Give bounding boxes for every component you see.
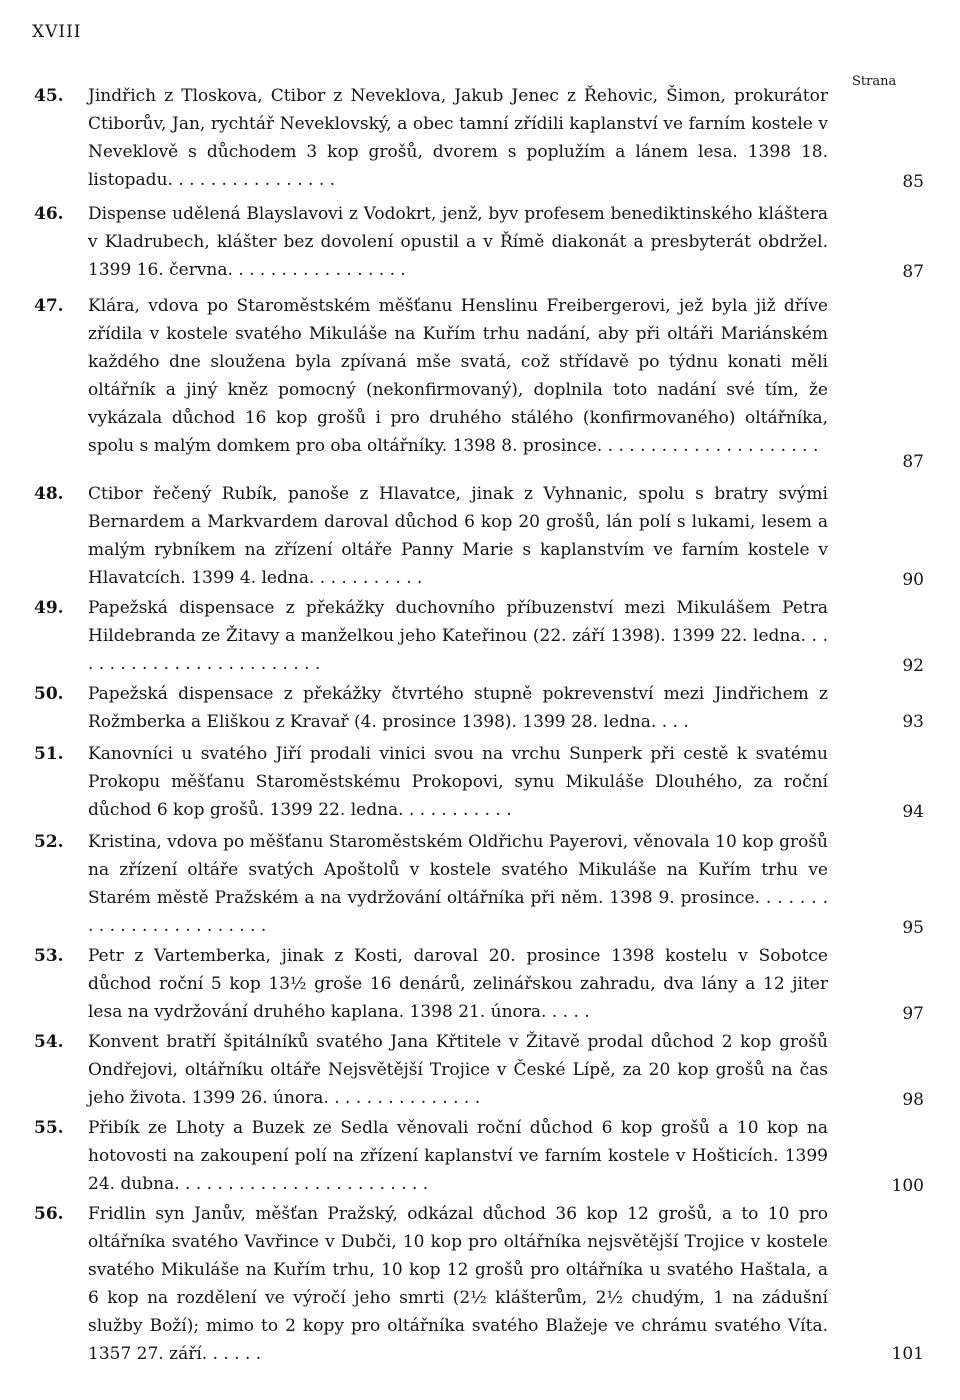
entry-number: 55. xyxy=(34,1118,64,1138)
entry-page-ref: 85 xyxy=(902,172,924,192)
entry-page-ref: 94 xyxy=(902,802,924,822)
entry-page-ref: 100 xyxy=(891,1176,924,1196)
page-column-label: Strana xyxy=(852,74,897,89)
entry-number: 52. xyxy=(34,832,64,852)
entry-number: 50. xyxy=(34,684,64,704)
entry-49 xyxy=(34,594,924,678)
entry-page-ref: 95 xyxy=(902,918,924,938)
entry-page-ref: 92 xyxy=(902,656,924,676)
entry-number: 49. xyxy=(34,598,64,618)
entry-number: 45. xyxy=(34,86,64,106)
entry-text: Klára, vdova po Staroměstském měšťanu Henslinu Freibergerovi, jež byla již dříve zřídila v kostele svatého Mikuláše na Kuřím trhu nadání, aby při oltáři Mariánském každého dne sloužena byla zpívaná mše svatá, což střídavě po týdnu konati měli oltářník a jiný kněz pomocný (nekonfirmovaný), doplnila toto nadání své tím, že vykázala důchod 16 kop grošů i pro druhého stálého (konfirmovaného) oltářníka, spolu s malým domkem pro oba oltářníky. 1398 8. prosince. . . . . . . . . . . . . . . . . . . . . xyxy=(88,296,828,456)
entry-number: 51. xyxy=(34,744,64,764)
entry-page-ref: 87 xyxy=(902,262,924,282)
entry-text: Papežská dispensace z překážky duchovního příbuzenství mezi Mikulášem Petra Hildebranda ze Žitavy a manželkou jeho Kateřinou (22. září 1398). 1399 22. ledna. . . . . . . . . . . . . . . . . . . . . . . . . xyxy=(88,598,828,674)
entry-page-ref: 90 xyxy=(902,570,924,590)
entry-page-ref: 97 xyxy=(902,1004,924,1024)
entry-page-ref: 98 xyxy=(902,1090,924,1110)
entry-56 xyxy=(34,1200,924,1372)
entry-page-ref: 87 xyxy=(902,452,924,472)
entry-text: Ctibor řečený Rubík, panoše z Hlavatce, jinak z Vyhnanic, spolu s bratry svými Bernardem a Markvardem daroval důchod 6 kop 20 grošů, lán polí s lukami, lesem a malým rybníkem na zřízení oltáře Panny Marie s kaplanstvím ve farním kostele v Hlavatcích. 1399 4. ledna. . . . . . . . . . . xyxy=(88,484,828,588)
entry-51 xyxy=(34,740,924,824)
entry-48 xyxy=(34,480,924,592)
entry-54 xyxy=(34,1028,924,1112)
entry-number: 47. xyxy=(34,296,64,316)
entry-text: Jindřich z Tloskova, Ctibor z Neveklova, Jakub Jenec z Řehovic, Šimon, prokurátor Ctiborův, Jan, rychtář Neveklovský, a obec tamní zřídili kaplanství ve farním kostele v Neveklově s důchodem 3 kop grošů, dvorem s poplužím a lánem lesa. 1398 18. listopadu. . . . . . . . . . . . . . . . xyxy=(88,86,828,190)
entry-number: 56. xyxy=(34,1204,64,1224)
entry-text: Přibík ze Lhoty a Buzek ze Sedla věnovali roční důchod 6 kop grošů a 10 kop na hotovosti na zakoupení polí na zřízení kaplanství ve farním kostele v Hošticích. 1399 24. dubna. . . . . . . . . . . . . . . . . . . . . . . . xyxy=(88,1118,828,1194)
entry-number: 54. xyxy=(34,1032,64,1052)
entry-53 xyxy=(34,942,924,1026)
entry-text: Kristina, vdova po měšťanu Staroměstském Oldřichu Payerovi, věnovala 10 kop grošů na zřízení oltáře svatých Apoštolů v kostele svatého Mikuláše na Kuřím trhu ve Starém městě Pražském a na vydržování oltářníka při něm. 1398 9. prosince. . . . . . . . . . . . . . . . . . . . . . . . xyxy=(88,832,828,936)
entry-page-ref: 101 xyxy=(891,1344,924,1364)
entry-text: Dispense udělená Blayslavovi z Vodokrt, jenž, byv profesem benediktinského kláštera v Kladrubech, klášter bez dovolení opustil a v Římě diakonát a presbyterát obdržel. 1399 16. června. . . . . . . . . . . . . . . . . xyxy=(88,204,828,280)
entry-text: Konvent bratří špitálníků svatého Jana Křtitele v Žitavě prodal důchod 2 kop grošů Ondřejovi, oltářníku oltáře Nejsvětější Trojice v České Lípě, za 20 kop grošů na čas jeho života. 1399 26. února. . . . . . . . . . . . . . . xyxy=(88,1032,828,1108)
entry-47 xyxy=(34,292,924,472)
entry-55 xyxy=(34,1114,924,1198)
entry-text: Fridlin syn Janův, měšťan Pražský, odkázal důchod 36 kop 12 grošů, a to 10 pro oltářníka svatého Vavřince v Dubči, 10 kop pro oltářníka nejsvětější Trojice v kostele svatého Mikuláše na Kuřím trhu, 10 kop 12 grošů pro oltářníka u svatého Haštala, a 6 kop na rozdělení ve výročí jeho smrti (2½ klášterům, 2½ chudým, 1 na zádušní služby Boží); mimo to 2 kopy pro oltářníka svatého Blažeje ve chrámu svatého Víta. 1357 27. září. . . . . . xyxy=(88,1204,828,1364)
entry-page-ref: 93 xyxy=(902,712,924,732)
entry-text: Kanovníci u svatého Jiří prodali vinici svou na vrchu Sunperk při cestě k svatému Prokopu měšťanu Staroměstskému Prokopovi, synu Mikuláše Dlouhého, za roční důchod 6 kop grošů. 1399 22. ledna. . . . . . . . . . . xyxy=(88,744,828,820)
entry-text: Petr z Vartemberka, jinak z Kosti, daroval 20. prosince 1398 kostelu v Sobotce důchod roční 5 kop 13½ groše 16 denárů, zelinářskou zahradu, dva lány a 12 jiter lesa na vydržování druhého kaplana. 1398 21. února. . . . . xyxy=(88,946,828,1022)
entry-52 xyxy=(34,828,924,940)
entry-50 xyxy=(34,680,924,736)
entry-45 xyxy=(34,82,924,194)
entry-number: 46. xyxy=(34,204,64,224)
page-header-numeral: XVIII xyxy=(32,22,82,42)
entry-number: 48. xyxy=(34,484,64,504)
entry-46 xyxy=(34,200,924,286)
entry-number: 53. xyxy=(34,946,64,966)
entry-text: Papežská dispensace z překážky čtvrtého stupně pokrevenství mezi Jindřichem z Rožmberka a Eliškou z Kravař (4. prosince 1398). 1399 28. ledna. . . . xyxy=(88,684,828,732)
